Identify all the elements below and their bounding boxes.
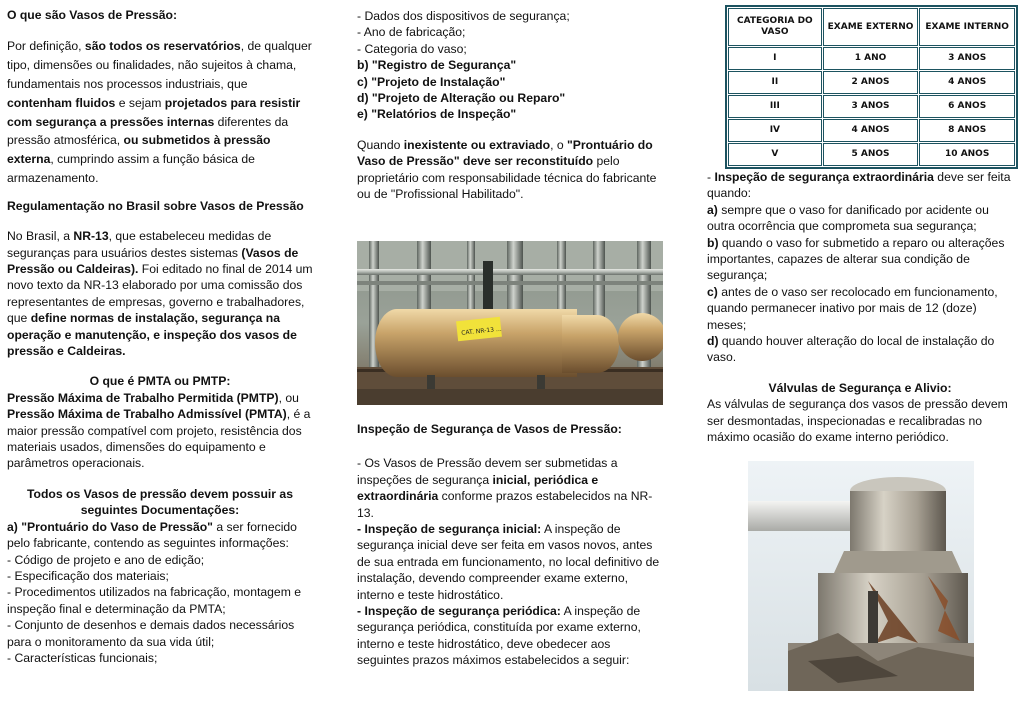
header-internal: EXAME INTERNO [919,8,1015,46]
regulation-paragraph: No Brasil, a NR-13, que estabeleceu medidas de seguranças para usuários destes sistemas (Vasos de Pressão ou Caldeiras). Foi editado no final de 2014 um novo texto da NR-13 elaborado por uma comissão dos representantes de empresas, governo e trabalhadores, que define normas de instalação, segurança na operação e manutenção, e inspeção dos vasos de pressão e Caldeiras. [7,229,313,359]
vessel-category-label: CAT. NR-13 ... [460,325,502,337]
section-title-documents: Todos os Vasos de pressão devem possuir as seguintes Documentações: [27,486,293,518]
table-cell: 3 ANOS [823,95,919,118]
documents-list-item: - Procedimentos utilizados na fabricação, montagem e inspeção final e determinação da PMTA; [7,585,302,616]
inspection-periodic: - Inspeção de segurança periódica: A inspeção de segurança periódica, constituída por exame externo, interno e teste hidrostático, deve obedecer aos seguintes prazos máximos estabelecidos a seguir: [357,604,641,668]
documents-list-item: - Características funcionais; [7,650,158,665]
pressure-vessel-photo [357,241,663,405]
column-2 [357,0,663,202]
table-cell: 10 ANOS [919,143,1015,166]
inspection-intro: - Os Vasos de Pressão devem ser submetidas a inspeções de segurança inicial, periódica e extraordinária conforme prazos estabelecidos na NR-13. [357,456,653,520]
extraordinary-item: d) quando houver alteração do local de instalação do vaso. [707,334,995,365]
table-cell: II [728,71,822,94]
table-cell: 2 ANOS [823,71,919,94]
table-cell: I [728,47,822,70]
table-row [728,71,1015,94]
table-cell: 4 ANOS [823,119,919,142]
column-1 [7,0,313,666]
documents-item-a: a) "Prontuário do Vaso de Pressão" a ser fornecido pelo fabricante, contendo as seguintes informações: [7,519,297,551]
extraordinary-intro: - Inspeção de segurança extraordinária deve ser feita quando: [707,170,1011,201]
table-header-row [728,8,1015,46]
inspection-initial: - Inspeção de segurança inicial: A inspeção de segurança inicial deve ser feita em vasos novos, antes de sua entrada em funcionamento, no local definitivo de instalação, devendo compreender exame externo, interno e teste hidrostático. [357,522,660,602]
table-cell: 5 ANOS [823,143,919,166]
lost-record-paragraph: Quando inexistente ou extraviado, o "Prontuário do Vaso de Pressão" deve ser reconstituído pelo proprietário com responsabilidade técnica do fabricante ou de "Profissional Habilitado". [357,137,657,202]
documents-list-item: - Categoria do vaso; [357,41,467,56]
documents-list-item: - Ano de fabricação; [357,25,466,40]
table-cell: IV [728,119,822,142]
table-cell: 1 ANO [823,47,919,70]
table-row [728,119,1015,142]
extraordinary-item: c) antes de o vaso ser recolocado em funcionamento, quando permanecer inativo por mais de 12 (doze) meses; [707,284,998,332]
pmta-paragraph: Pressão Máxima de Trabalho Permitida (PMTP), ou Pressão Máxima de Trabalho Admissível (PMTA), é a maior pressão compatível com projeto, resistência dos materiais usados, dimensões do equipamento e parâmetros operacionais. [7,390,311,471]
documents-list-item: - Conjunto de desenhos e demais dados necessários para o monitoramento da sua vida útil; [7,618,295,649]
extraordinary-item: a) sempre que o vaso for danificado por acidente ou outra ocorrência que comprometa sua segurança; [707,202,989,234]
header-external: EXAME EXTERNO [823,8,919,46]
table-cell: 8 ANOS [919,119,1015,142]
section-title-regulation: Regulamentação no Brasil sobre Vasos de Pressão [7,198,304,213]
section-title-pmta: O que é PMTA ou PMTP: [89,374,231,389]
header-category: CATEGORIA DO VASO [728,8,822,46]
valves-paragraph: As válvulas de segurança dos vasos de pressão devem ser desmontadas, inspecionadas e recalibradas no máximo ocasião do exame interno periódico. [707,397,1008,445]
documents-bold-item: b) "Registro de Segurança" [357,58,517,73]
definition-paragraph: Por definição, são todos os reservatórios, de qualquer tipo, dimensões ou finalidades, não sujeitos à chama, fundamentais nos processos industriais, que contenham fluidos e sejam projetados para resistir com segurança a pressões internas diferentes da pressão atmosférica, ou submetidos à pressão externa, cumprindo assim a função básica de armazenamento. [7,39,312,185]
inspection-periods-table [725,5,1018,169]
damaged-vessel-photo [748,461,974,691]
table-cell: 3 ANOS [919,47,1015,70]
extraordinary-item: b) quando o vaso for submetido a reparo ou alterações importantes, capazes de alterar sua condição de segurança; [707,235,1005,283]
documents-bold-item: e) "Relatórios de Inspeção" [357,107,517,122]
section-title-what-are: O que são Vasos de Pressão: [7,8,178,22]
table-row [728,95,1015,118]
table-row [728,143,1015,166]
documents-list-item: - Especificação dos materiais; [7,568,169,583]
documents-bold-item: c) "Projeto de Instalação" [357,74,506,89]
table-cell: III [728,95,822,118]
section-title-inspection: Inspeção de Segurança de Vasos de Pressão: [357,422,622,436]
table-cell: V [728,143,822,166]
section-title-valves: Válvulas de Segurança e Alivio: [768,380,952,395]
extraordinary-section [707,169,1013,446]
documents-bold-item: d) "Projeto de Alteração ou Reparo" [357,91,566,106]
table-cell: 6 ANOS [919,95,1015,118]
documents-list-item: - Dados dos dispositivos de segurança; [357,9,570,23]
table-cell: 4 ANOS [919,71,1015,94]
table-row [728,47,1015,70]
inspection-section [357,421,663,669]
documents-list-item: - Código de projeto e ano de edição; [7,552,205,567]
